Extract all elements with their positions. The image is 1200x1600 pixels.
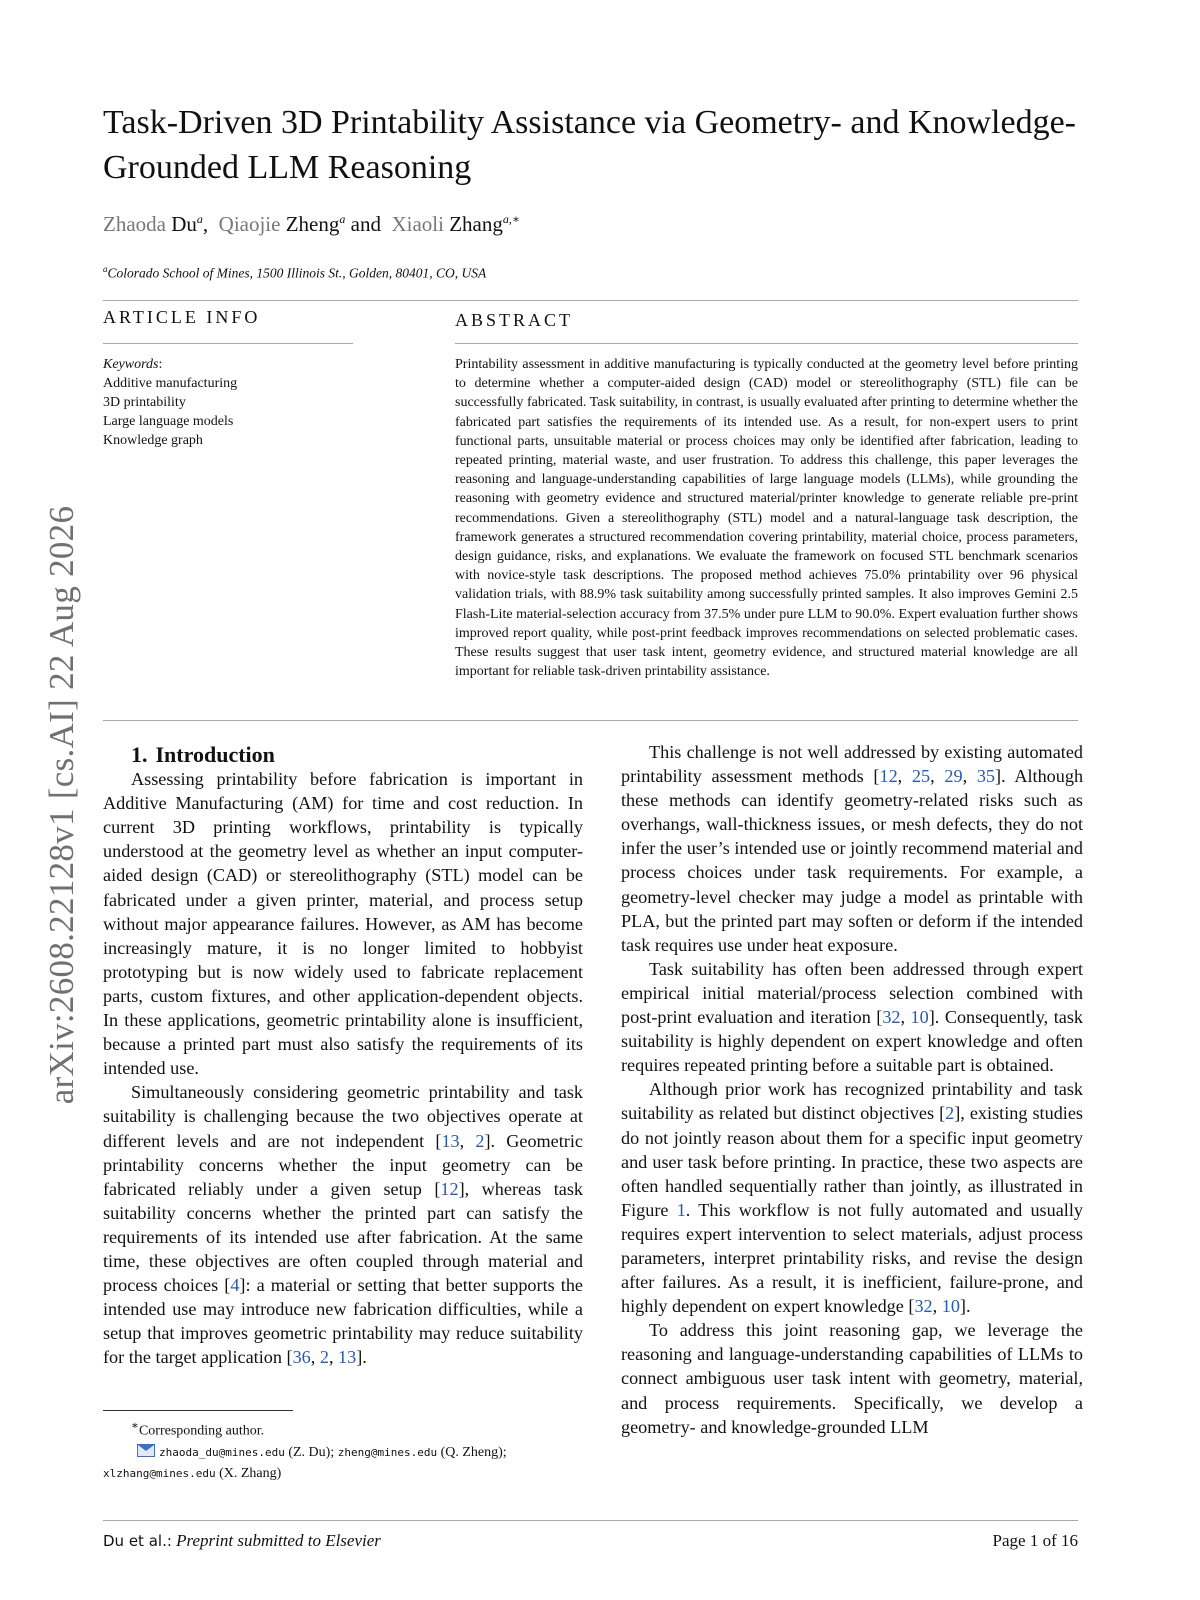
divider bbox=[103, 343, 353, 344]
text-run: ]. bbox=[959, 1296, 971, 1317]
paragraph bbox=[621, 740, 1083, 957]
divider bbox=[455, 343, 1078, 344]
citation-link[interactable]: 4 bbox=[230, 1275, 240, 1296]
text-run: , bbox=[932, 1296, 942, 1317]
paper-title: Task-Driven 3D Printability Assistance via Geometry- and Knowledge-Grounded LLM Reasoning bbox=[103, 104, 1077, 186]
keyword-item: Knowledge graph bbox=[103, 433, 203, 448]
abstract-heading: ABSTRACT bbox=[455, 310, 574, 330]
citation-link[interactable]: 35 bbox=[976, 766, 996, 787]
email-link[interactable]: zheng@mines.edu bbox=[337, 1445, 438, 1459]
text-run: ]. Geometric printability concerns whether the input geometry can be fabricated reliably under a given setup [ bbox=[103, 1130, 583, 1199]
text-run: ]: a material or setting that better supports the intended use may introduce new fabrication difficulties, while a setup that improves geometric printability may reduce suitability for the target application [ bbox=[103, 1275, 583, 1368]
keywords-block: Keywords: Additive manufacturing 3D printability Large language models Knowledge graph bbox=[103, 357, 238, 448]
article-info-heading: ARTICLE INFO bbox=[103, 307, 261, 327]
divider bbox=[103, 300, 1078, 301]
right-paragraphs bbox=[621, 740, 1083, 1439]
citation-link[interactable]: 13 bbox=[441, 1130, 460, 1151]
paragraph bbox=[621, 1077, 1083, 1318]
text-run: ]. bbox=[356, 1347, 367, 1368]
citation-link[interactable]: 12 bbox=[879, 766, 898, 787]
paragraph bbox=[103, 767, 583, 1080]
text-run: , bbox=[897, 766, 912, 787]
text-run: ]. Consequently, task suitability is highly dependent on expert knowledge and often requires repeated printing before a suitable part is obtained. bbox=[621, 1007, 1083, 1076]
citation-link[interactable]: 25 bbox=[911, 766, 931, 787]
footnote-rule bbox=[103, 1410, 293, 1411]
text-run: , bbox=[328, 1347, 339, 1368]
keyword-item: Large language models bbox=[103, 414, 234, 429]
paragraph bbox=[103, 1080, 583, 1369]
author-list: Zhaoda Du$^a$, Qiaojie Zheng$^a$ and Xiaoli Zhang$^{a,∗}$ bbox=[103, 212, 521, 236]
text-run: ]. Although these methods can identify geometry-related risks such as overhangs, wall-thickness issues, or mesh defects, they do not infer the user’s intended use or jointly recommend material and process choices under task requirements. For example, a geometry-level checker may judge a model as printable with PLA, but the printed part may soften or deform if the intended task requires use under heat exposure. bbox=[621, 766, 1084, 955]
left-column bbox=[103, 743, 583, 1369]
text-run: Assessing printability before fabrication is important in Additive Manufacturing (AM) for time and cost reduction. In current 3D printing workflows, printability is typically understood at the geometry level as whether an input computer-aided design (CAD) or stereolithography (STL) model can be fabricated under a given printer, material, and process setup without major appearance failures. However, as AM has become increasingly mature, it is no longer limited to hobbyist prototyping but is now widely used to fabricate replacement parts, custom fixtures, and other application-dependent objects. In these applications, geometric printability alone is insufficient, because a printed part must also satisfy the requirements of its intended use. bbox=[103, 769, 583, 1079]
email-link[interactable]: zhaoda_du@mines.edu bbox=[159, 1445, 285, 1459]
abstract-text: Printability assessment in additive manufacturing is typically conducted at the geometry level before printing to determine whether a computer-aided design (CAD) model or stereolithography (STL) file can be successfully fabricated. Task suitability, in contrast, is usually evaluated after printing to determine whether the fabricated part satisfies the requirements of its intended use. As a result, for non-expert users to print functional parts, unsuitable material or process choices may only be identified after fabrication, leading to repeated printing, material waste, and user frustration. To address this challenge, this paper leverages the reasoning and language-understanding capabilities of large language models (LLMs), while grounding the reasoning with geometry evidence and structured material/printer knowledge to generate reliable pre-print recommendations. Given a stereolithography (STL) model and a natural-language task description, the framework generates a structured recommendation covering printability, material choice, process parameters, design guidance, risks, and explanations. We evaluate the framework on focused STL benchmark scenarios with novice-style task descriptions. The proposed method achieves 75.0% printability over 96 physical validation trials, with 88.9% task suitability among successfully printed samples. It also improves Gemini 2.5 Flash-Lite material-selection accuracy from 37.5% under pure LLM to 90.0%. Expert evaluation further shows improved report quality, while post-print feedback improves recommendations on selected problematic cases. These results suggest that user task intent, geometry evidence, and structured material knowledge are all important for reliable task-driven printability assistance. bbox=[455, 357, 1078, 680]
citation-link[interactable]: 1 bbox=[676, 1199, 686, 1220]
affiliation: $^a$Colorado School of Mines, 1500 Illinois St., Golden, 80401, CO, USA bbox=[103, 264, 487, 281]
text-run: Although prior work has recognized printability and task suitability as related but distinct objectives [ bbox=[621, 1079, 1083, 1124]
paragraph bbox=[621, 957, 1083, 1077]
right-column bbox=[621, 740, 1083, 1439]
text-run: , bbox=[962, 766, 977, 787]
email-link[interactable]: xlzhang@mines.edu bbox=[103, 1466, 216, 1480]
citation-link[interactable]: 10 bbox=[910, 1007, 929, 1028]
citation-link[interactable]: 2 bbox=[475, 1130, 485, 1151]
author-1[interactable]: Zhaoda Du$^a$ bbox=[103, 212, 203, 236]
footer-citation: Du et al.: Preprint submitted to Elsevier bbox=[103, 1531, 381, 1550]
citation-link[interactable]: 13 bbox=[338, 1347, 357, 1368]
text-run: Simultaneously considering geometric printability and task suitability is challenging because the two objectives operate at different levels and are not independent [ bbox=[103, 1082, 583, 1151]
citation-link[interactable]: 2 bbox=[945, 1103, 955, 1124]
text-run: . This workflow is not fully automated and usually requires expert intervention to select materials, adjust process parameters, interpret printability risks, and revise the design after failures. As a result, it is inefficient, failure-prone, and highly dependent on expert knowledge [ bbox=[621, 1199, 1083, 1317]
paragraph bbox=[621, 1318, 1083, 1438]
left-paragraphs bbox=[103, 767, 583, 1369]
author-3[interactable]: Xiaoli Zhang$^{a,∗}$ bbox=[391, 212, 521, 236]
citation-link[interactable]: 2 bbox=[319, 1347, 329, 1368]
divider bbox=[103, 720, 1078, 721]
text-run: , bbox=[310, 1347, 320, 1368]
section-heading: 1. Introduction bbox=[131, 742, 275, 767]
text-run: , bbox=[930, 766, 945, 787]
arxiv-stamp bbox=[32, 445, 92, 1165]
text-run: ], existing studies do not jointly reason about them for a specific input geometry and user task before printing. In practice, these two aspects are often handled sequentially rather than jointly, as illustrated in Figure bbox=[621, 1103, 1083, 1220]
text-run: , bbox=[459, 1130, 476, 1151]
footnote: ∗Corresponding author. zhaoda_du@mines.edu (Z. Du); zheng@mines.edu (Q. Zheng); xlzhang@mines.edu (X. Zhang) bbox=[103, 1419, 507, 1481]
text-run: This challenge is not well addressed by existing automated printability assessment methods [ bbox=[621, 742, 1083, 787]
author-2[interactable]: Qiaojie Zheng$^a$ bbox=[218, 212, 346, 236]
citation-link[interactable]: 32 bbox=[882, 1007, 901, 1028]
text-run: , bbox=[900, 1007, 911, 1028]
citation-link[interactable]: 10 bbox=[941, 1296, 960, 1317]
keywords-heading: Keywords bbox=[103, 357, 159, 372]
keyword-item: 3D printability bbox=[103, 395, 186, 410]
text-run: Task suitability has often been addressed through expert empirical initial material/process selection combined with post-print evaluation and iteration [ bbox=[621, 958, 1083, 1028]
text-run: To address this joint reasoning gap, we leverage the reasoning and language-understanding capabilities of LLMs to connect ambiguous user task intent with geometry, material, and process requirements. Specifically, we develop a geometry- and knowledge-grounded LLM bbox=[621, 1320, 1083, 1437]
citation-link[interactable]: 32 bbox=[914, 1296, 933, 1317]
divider bbox=[103, 1520, 1078, 1521]
citation-link[interactable]: 29 bbox=[944, 766, 963, 787]
email-icon bbox=[137, 1444, 155, 1457]
citation-link[interactable]: 36 bbox=[292, 1347, 311, 1368]
citation-link[interactable]: 12 bbox=[440, 1178, 459, 1199]
arxiv-id[interactable]: arXiv:2608.22128v1 [cs.AI] 22 Aug 2026 bbox=[42, 505, 81, 1105]
keyword-item: Additive manufacturing bbox=[103, 376, 238, 391]
page-number: Page 1 of 16 bbox=[992, 1531, 1078, 1550]
text-run: ], whereas task suitability concerns whether the printed part can satisfy the requirements of its intended use after fabrication. At the same time, these objectives are often coupled through material and process choices [ bbox=[103, 1178, 583, 1296]
